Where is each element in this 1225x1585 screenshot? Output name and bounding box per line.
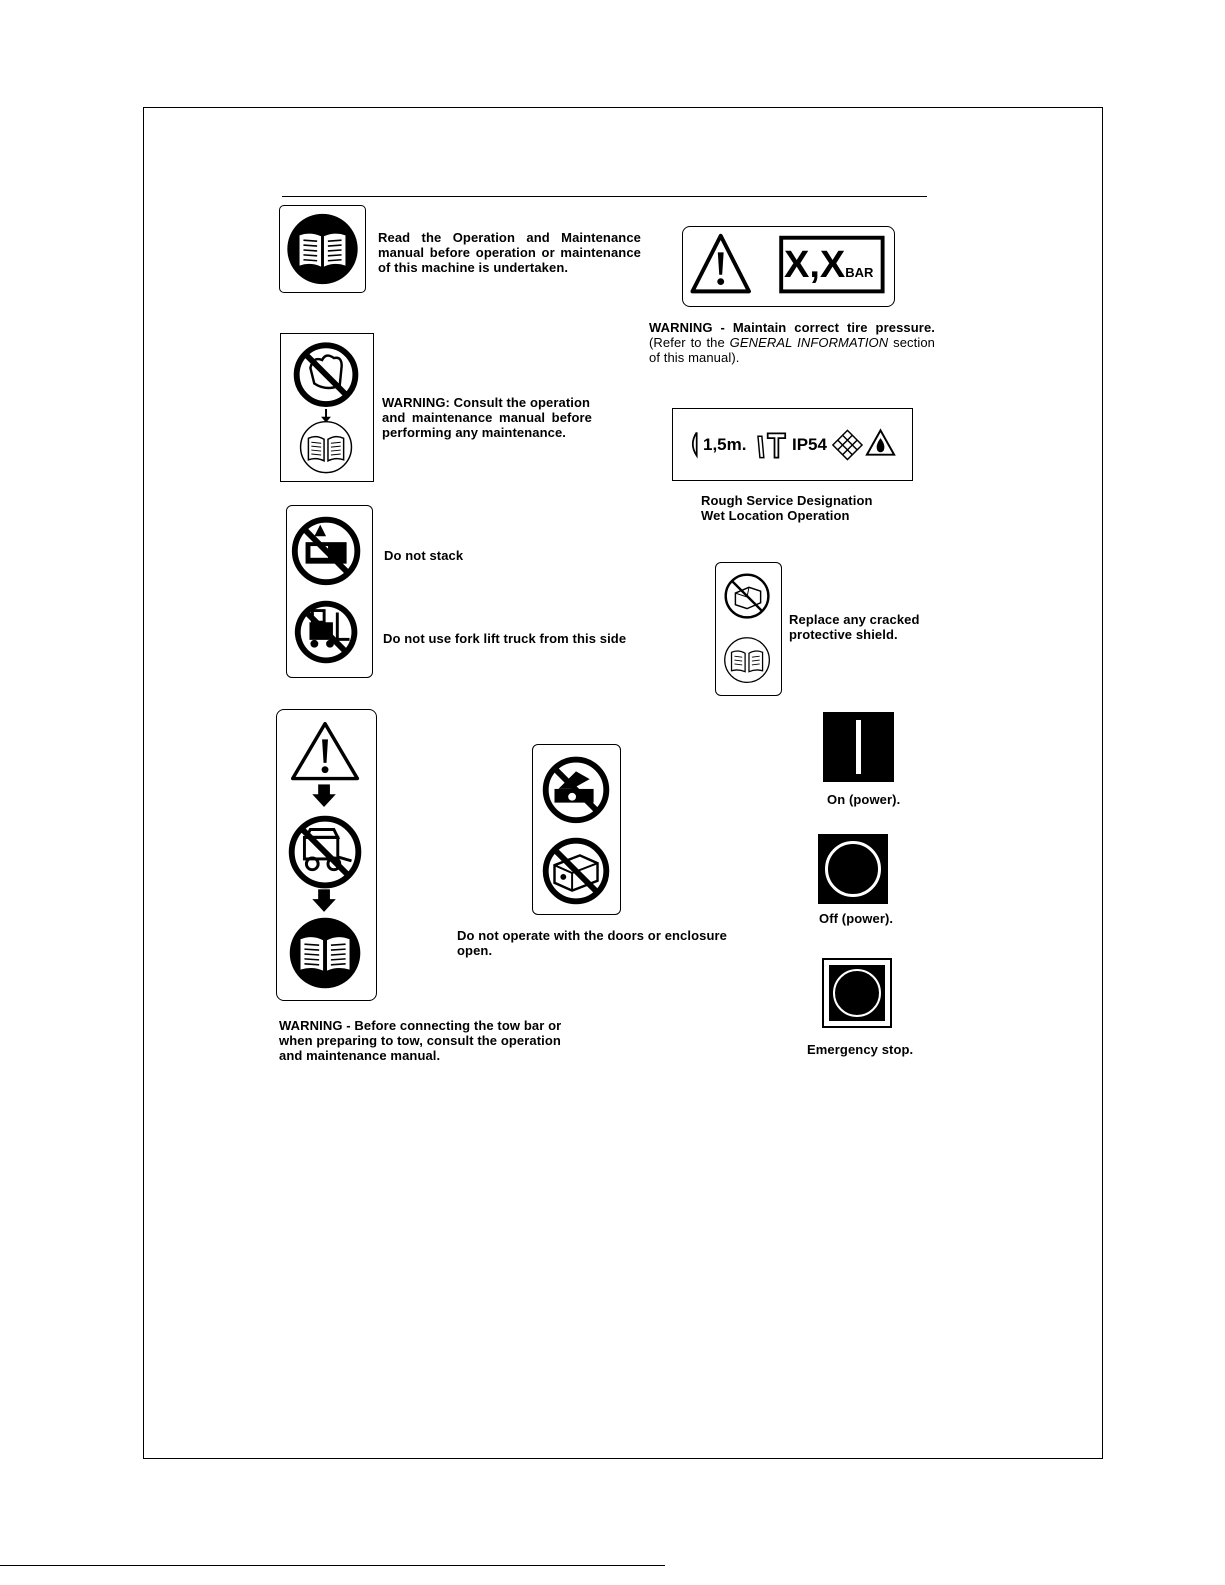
tire-pressure-line3: of this manual). [649,350,740,365]
rough-service-rating: IP54 [792,435,827,454]
prohibition-icon [297,345,356,404]
prohibition-icon [546,841,607,902]
tire-pressure-number: X,X [784,244,846,286]
book-icon [725,638,770,683]
tow-bar-line2: when preparing to tow, consult the operation [279,1033,561,1048]
arrow-down-icon [312,889,336,912]
prohibition-icon [546,760,607,821]
tire-pressure-decal [682,226,895,307]
emergency-stop-caption: Emergency stop. [807,1042,914,1057]
read-manual-line3: of this machine is undertaken. [378,260,569,275]
arrow-down-icon [321,409,331,423]
prohibition-icon [292,819,359,886]
cracked-shield-decal [715,562,782,696]
read-manual-line1: Read the Operation and Maintenance [378,230,641,245]
book-icon [290,918,361,989]
rough-service-caption [701,493,921,523]
tire-pressure-line2-italic: GENERAL INFORMATION [729,335,889,350]
tire-pressure-value [784,241,873,297]
read-manual-line2: manual before operation or maintenance [378,245,641,260]
bottom-rule [0,1565,665,1566]
tire-pressure-line2 [649,335,935,350]
tire-pressure-unit: BAR [845,265,874,280]
consult-maintenance-line3: performing any maintenance. [382,425,567,440]
consult-maintenance-line1: WARNING: Consult the operation [382,395,591,410]
rough-service-line2: Wet Location Operation [701,508,850,523]
doors-open-line2: open. [457,943,493,958]
prohibition-icon [726,575,769,618]
rough-service-line1: Rough Service Designation [701,493,873,508]
do-not-stack-caption: Do not stack [384,548,464,563]
consult-maintenance-line2: and maintenance manual before [382,410,592,425]
prohibition-icon [295,520,358,583]
read-manual-caption [378,230,641,275]
book-icon [287,214,357,284]
consult-maintenance-decal [280,333,374,482]
tire-pressure-line2-suffix: section [888,335,935,350]
power-off-caption: Off (power). [819,911,894,926]
cracked-shield-caption [789,612,929,642]
drop-icon [867,430,894,454]
doors-open-caption [457,928,747,958]
emergency-stop-icon [822,958,892,1028]
tire-pressure-caption [649,320,935,365]
cracked-shield-line2: protective shield. [789,627,898,642]
tire-pressure-line2-prefix: (Refer to the [649,335,730,350]
warning-triangle-icon [692,236,749,292]
tow-bar-line3: and maintenance manual. [279,1048,441,1063]
arrow-down-icon [312,784,336,807]
tire-pressure-line1: WARNING - Maintain correct tire pressure. [649,320,935,335]
top-rule [282,196,927,197]
cracked-shield-line1: Replace any cracked [789,612,920,627]
power-on-caption: On (power). [827,792,901,807]
rough-service-decal [672,408,913,481]
stack-forklift-decal [286,505,373,678]
doors-open-decal [532,744,621,915]
read-manual-decal [279,205,366,293]
doors-open-line1: Do not operate with the doors or enclosure [457,928,728,943]
no-forklift-caption: Do not use fork lift truck from this side [383,631,627,646]
tow-bar-decal [276,709,377,1001]
tow-bar-line1: WARNING - Before connecting the tow bar or [279,1018,562,1033]
power-off-icon [818,834,888,904]
power-on-icon [823,712,894,782]
book-icon [301,422,352,473]
forklift-icon [295,601,358,664]
consult-maintenance-caption [382,395,592,440]
rough-service-distance: 1,5m. [703,435,747,454]
tow-bar-caption [279,1018,579,1063]
warning-triangle-icon [293,724,358,779]
dust-proof-icon [833,430,862,459]
